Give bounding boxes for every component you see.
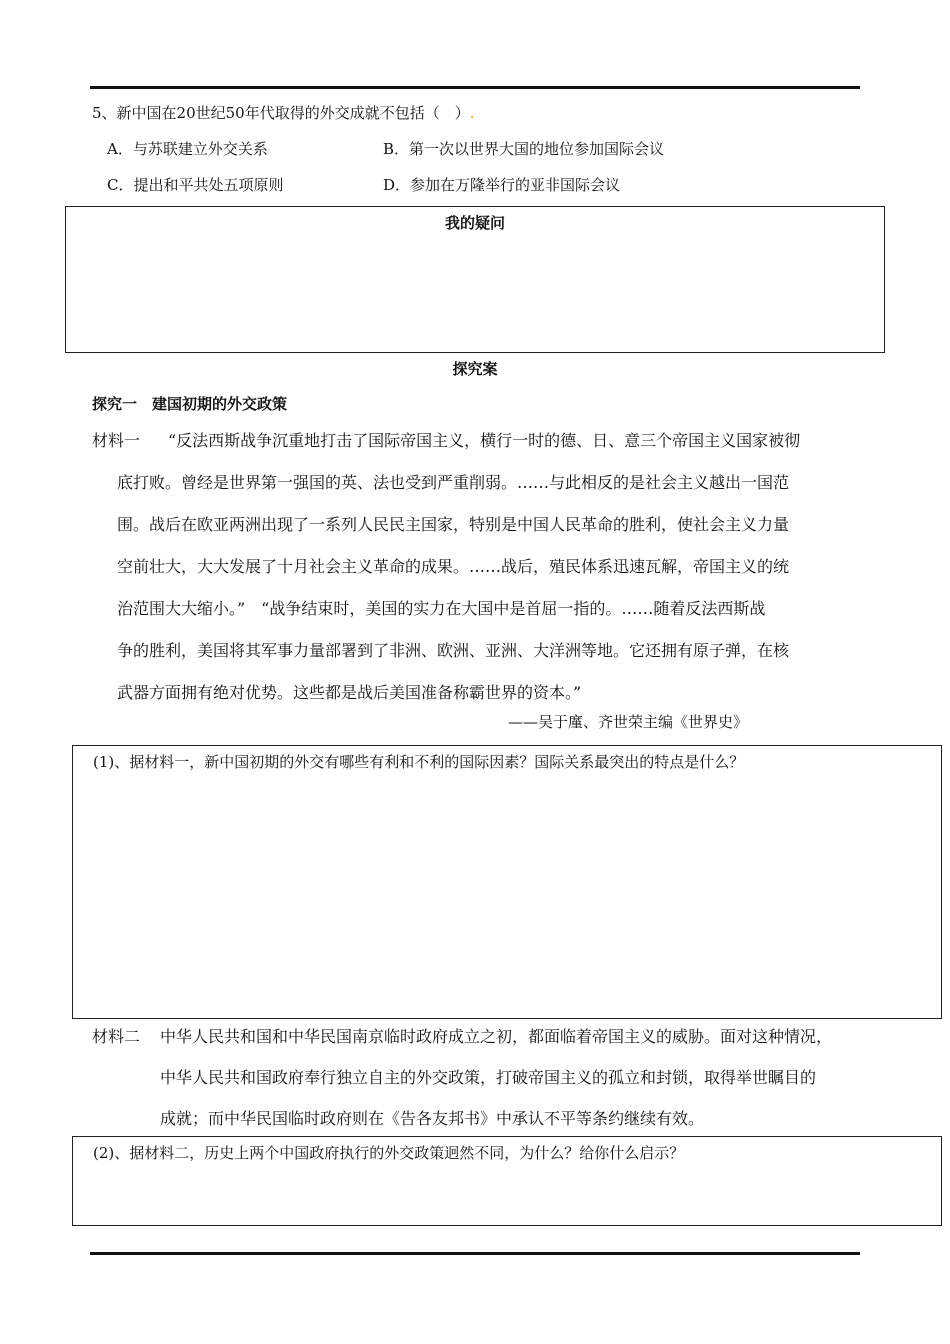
option-a[interactable]: A．与苏联建立外交关系 bbox=[107, 140, 268, 158]
decor-dot: . bbox=[469, 104, 475, 122]
material1-line: 空前壮大，大大发展了十月社会主义革命的成果。……战后，殖民体系迅速瓦解，帝国主义的统 bbox=[117, 557, 790, 576]
option-c[interactable]: C．提出和平共处五项原则 bbox=[107, 176, 284, 194]
option-d[interactable]: D．参加在万隆举行的亚非国际会议 bbox=[383, 176, 621, 194]
material1-label: 材料一 bbox=[92, 431, 141, 450]
material1-line: 围。战后在欧亚两洲出现了一系列人民民主国家，特别是中国人民革命的胜利，使社会主义力量 bbox=[117, 515, 790, 534]
material2-line: 中华人民共和国政府奉行独立自主的外交政策，打破帝国主义的孤立和封锁，取得举世瞩目的 bbox=[160, 1068, 817, 1087]
material1-line: “反法西斯战争沉重地打击了国际帝国主义，横行一时的德、日、意三个帝国主义国家被彻 bbox=[168, 431, 801, 450]
material2-line: 成就；而中华民国临时政府则在《告各友邦书》中承认不平等条约继续有效。 bbox=[160, 1109, 705, 1128]
answer-box-1[interactable] bbox=[72, 745, 942, 1019]
material2-label: 材料二 bbox=[92, 1027, 141, 1046]
material2-line: 中华人民共和国和中华民国南京临时政府成立之初，都面临着帝国主义的威胁。面对这种情况， bbox=[160, 1027, 833, 1046]
doubt-box[interactable] bbox=[65, 206, 885, 353]
option-b[interactable]: B．第一次以世界大国的地位参加国际会议 bbox=[383, 140, 665, 158]
material1-line: 底打败。曾经是世界第一强国的英、法也受到严重削弱。……与此相反的是社会主义越出一国范 bbox=[117, 473, 790, 492]
material1-line: 争的胜利，美国将其军事力量部署到了非洲、欧洲、亚洲、大洋洲等地。它还拥有原子弹，在核 bbox=[117, 641, 790, 660]
section1-heading: 探究一 建国初期的外交政策 bbox=[92, 395, 288, 413]
explore-title: 探究案 bbox=[452, 360, 498, 378]
question-5-stem: 5、新中国在20世纪50年代取得的外交成就不包括（ ）. bbox=[92, 104, 475, 122]
material1-line: 武器方面拥有绝对优势。这些都是战后美国准备称霸世界的资本。” bbox=[117, 683, 582, 702]
question-2: (2)、据材料二，历史上两个中国政府执行的外交政策迥然不同，为什么？给你什么启示？ bbox=[93, 1144, 685, 1162]
answer-box-2[interactable] bbox=[72, 1136, 942, 1226]
top-rule bbox=[90, 86, 860, 89]
question-1: (1)、据材料一，新中国初期的外交有哪些有利和不利的国际因素？国际关系最突出的特点是什么？ bbox=[93, 753, 745, 771]
material1-line: 治范围大大缩小。” “战争结束时，美国的实力在大国中是首屈一指的。……随着反法西斯战 bbox=[117, 599, 766, 618]
doubt-box-title: 我的疑问 bbox=[444, 214, 505, 232]
bottom-rule bbox=[90, 1252, 860, 1255]
material1-source: ——吴于廑、齐世荣主编《世界史》 bbox=[508, 713, 749, 731]
